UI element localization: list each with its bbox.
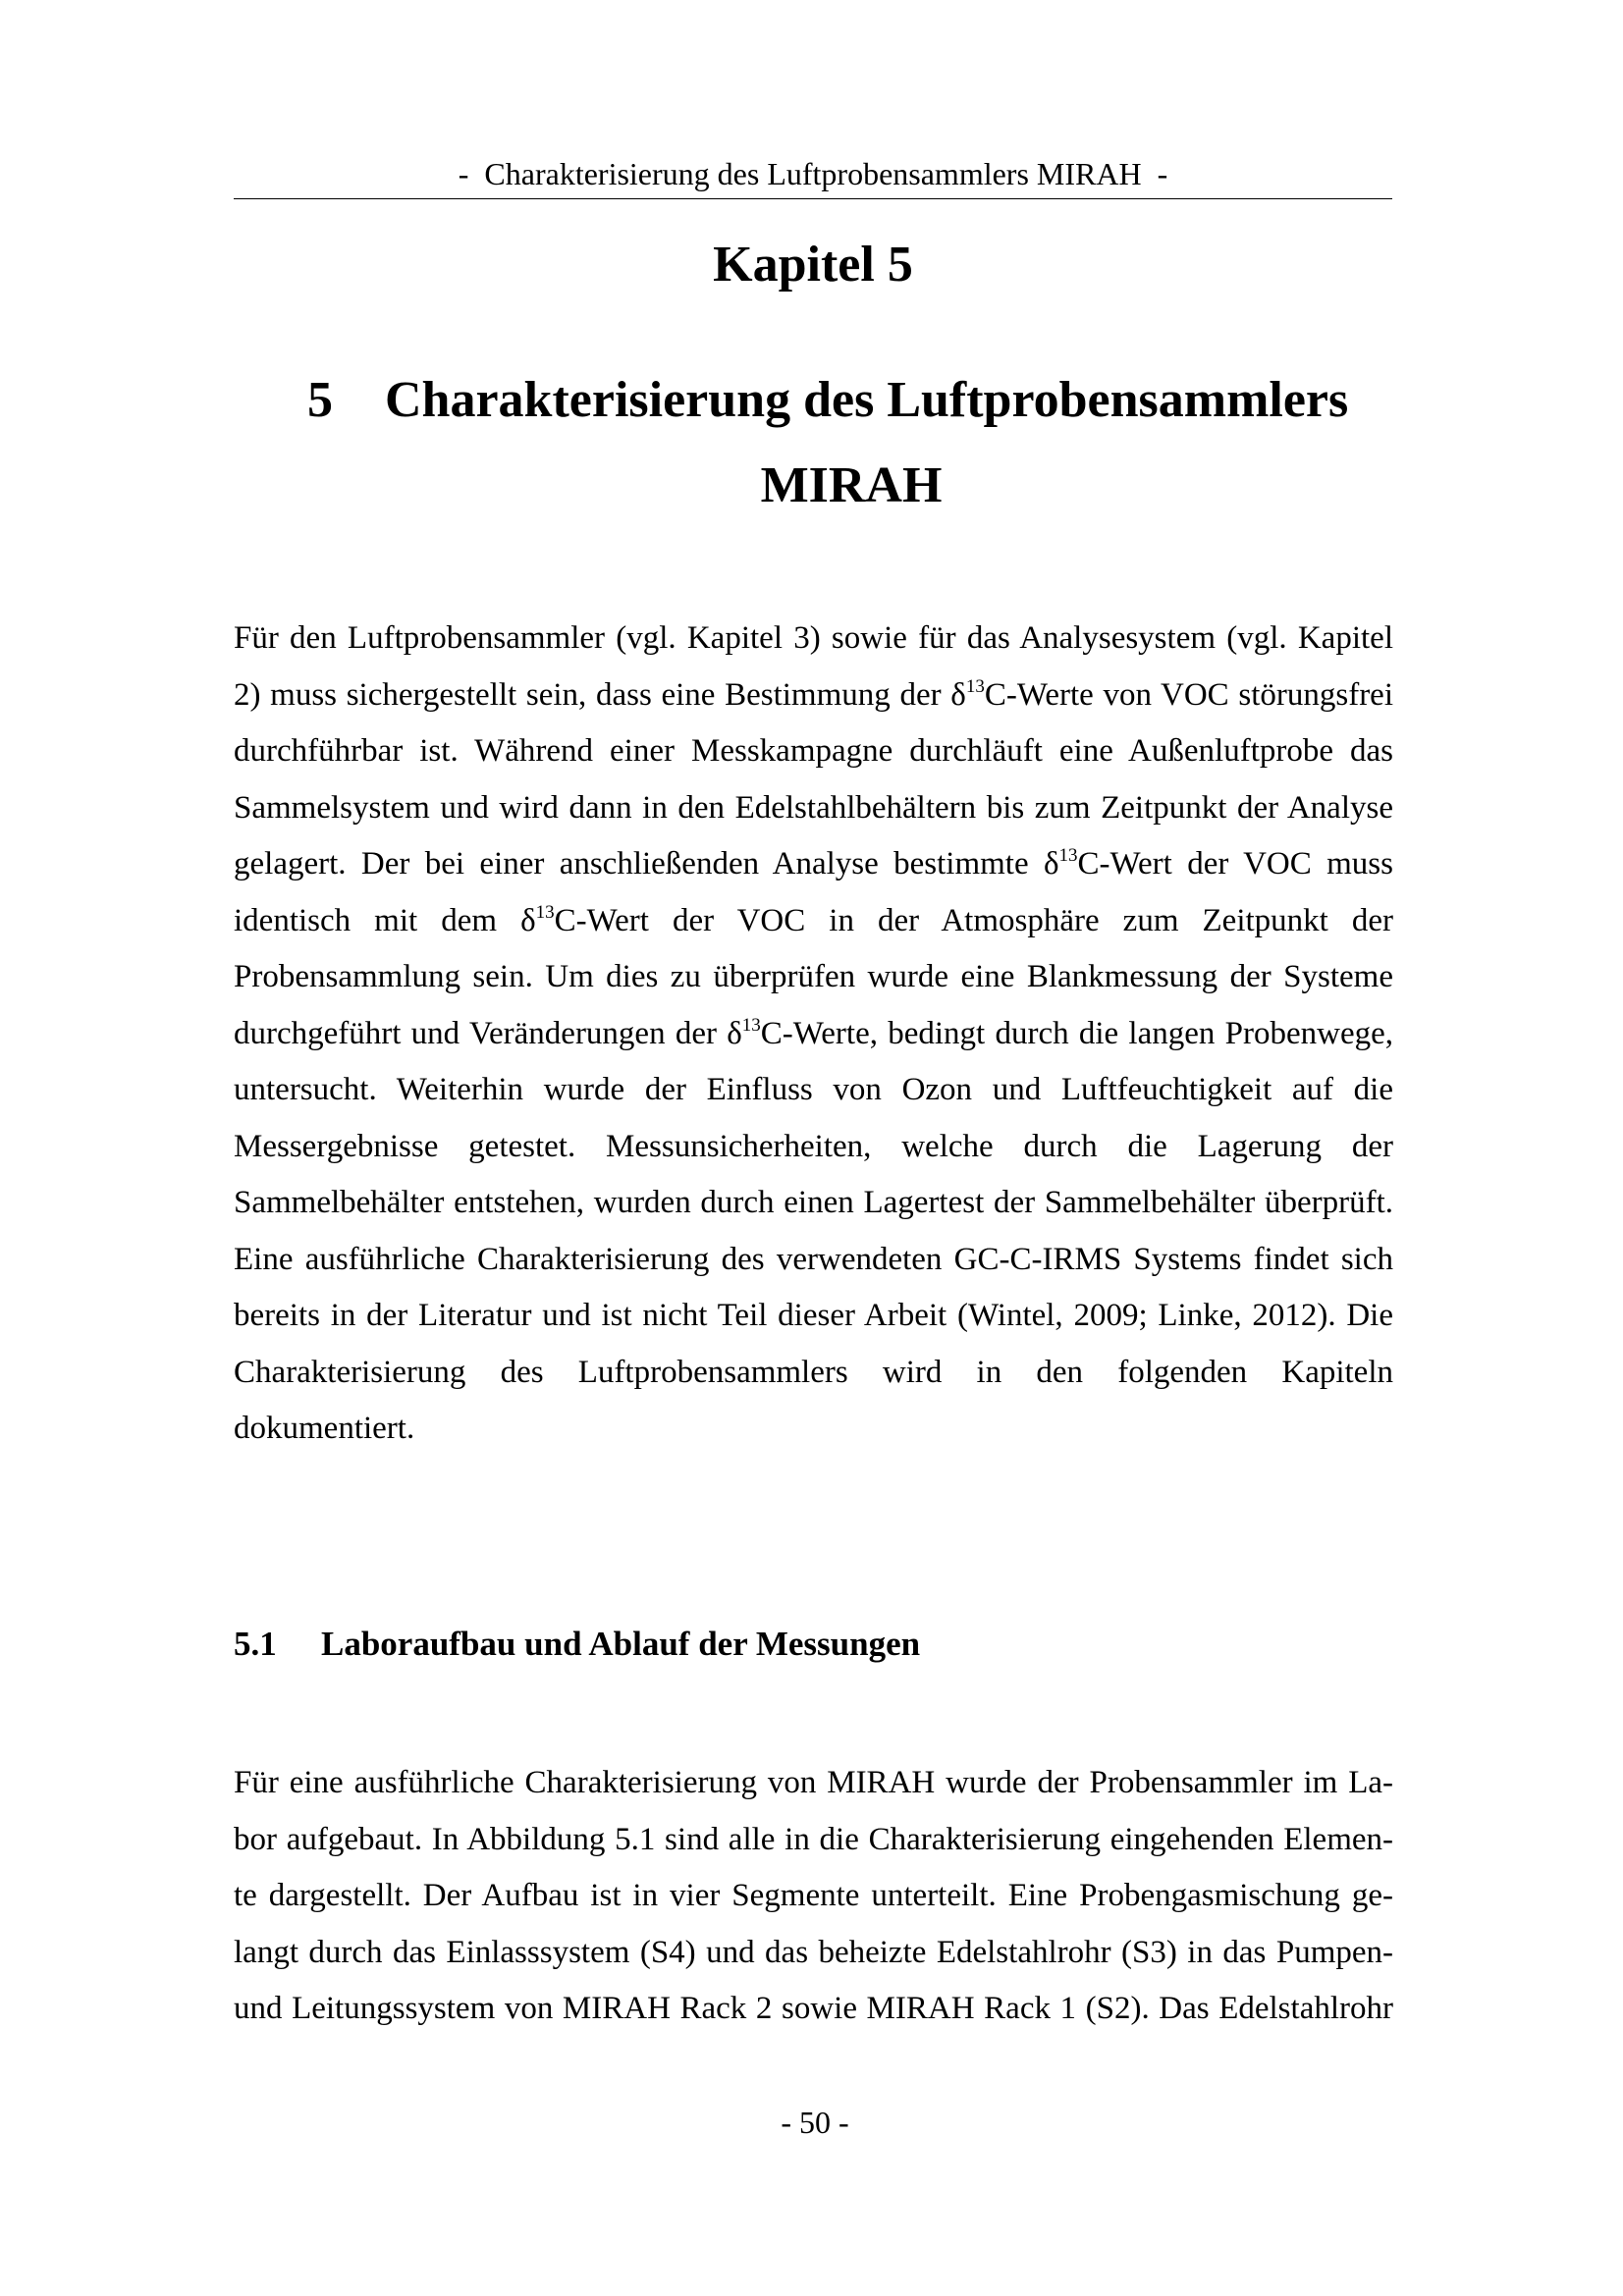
running-header: - Charakterisierung des Luftprobensammlers MIRAH - xyxy=(458,156,1168,191)
chapter-number: 5 xyxy=(307,372,333,428)
superscript: 13 xyxy=(741,1014,761,1036)
text-run: identisch mit dem δ xyxy=(234,902,536,938)
text-run: Für den Luftprobensammler (vgl. Kapitel 3) sowie für das Analysesystem (vgl. Kapitel xyxy=(234,620,1393,656)
chapter-title-line: MIRAH xyxy=(760,457,943,513)
text-line xyxy=(234,1006,1393,1063)
text-run: durchgeführt und Veränderungen der δ xyxy=(234,1015,742,1051)
text-line xyxy=(234,1401,1393,1458)
text-run: Sammelsystem und wird dann in den Edelstahlbehältern bis zum Zeitpunkt der Analyse xyxy=(234,789,1393,826)
text-run: Probensammlung sein. Um dies zu überprüfen wurde eine Blankmessung der Systeme xyxy=(234,959,1393,994)
text-run: te dargestellt. Der Aufbau ist in vier Segmente unterteilt. Eine Probengasmischung ge- xyxy=(234,1878,1393,1913)
header-rule xyxy=(234,198,1392,199)
page-number: - 50 - xyxy=(781,2105,849,2140)
text-run: C-Wert der VOC muss xyxy=(1077,846,1393,881)
text-line xyxy=(234,1232,1393,1289)
text-run: bor aufgebaut. In Abbildung 5.1 sind alle in die Charakterisierung eingehenden Elemen- xyxy=(234,1821,1393,1857)
text-run: 2) muss sichergestellt sein, dass eine Bestimmung der δ xyxy=(234,676,966,713)
superscript: 13 xyxy=(1058,845,1078,866)
text-line xyxy=(234,836,1393,893)
text-line xyxy=(234,1868,1393,1925)
text-run: untersucht. Weiterhin wurde der Einfluss von Ozon und Luftfeuchtigkeit auf die xyxy=(234,1072,1393,1107)
text-line xyxy=(234,1119,1393,1176)
text-line xyxy=(234,723,1393,780)
text-line xyxy=(234,1755,1393,1812)
paragraph-intro xyxy=(234,611,1393,1458)
text-line xyxy=(234,1812,1393,1869)
text-run: langt durch das Einlasssystem (S4) und das beheizte Edelstahlrohr (S3) in das Pumpen- xyxy=(234,1934,1393,1970)
text-run: Sammelbehälter entstehen, wurden durch einen Lagertest der Sammelbehälter überprüft. xyxy=(234,1185,1393,1220)
text-line xyxy=(234,1175,1393,1232)
text-run: gelagert. Der bei einer anschließenden Analyse bestimmte δ xyxy=(234,846,1059,881)
superscript: 13 xyxy=(535,901,555,923)
section-heading xyxy=(234,1623,920,1666)
text-run: bereits in der Literatur und ist nicht Teil dieser Arbeit (Wintel, 2009; Linke, 2012). Die xyxy=(234,1298,1393,1333)
text-run: C-Werte von VOC störungsfrei xyxy=(984,676,1394,713)
text-run: und Leitungssystem von MIRAH Rack 2 sowie MIRAH Rack 1 (S2). Das Edelstahlrohr xyxy=(234,1991,1393,2026)
text-line xyxy=(234,667,1393,724)
text-run: C-Werte, bedingt durch die langen Probenwege, xyxy=(760,1015,1394,1051)
text-line xyxy=(234,893,1393,950)
chapter-label: Kapitel 5 xyxy=(713,237,913,293)
text-run: durchführbar ist. Während einer Messkampagne durchläuft eine Außenluftprobe das xyxy=(234,733,1393,769)
chapter-title xyxy=(385,357,1349,528)
text-line xyxy=(234,611,1393,667)
text-run: dokumentiert. xyxy=(234,1411,415,1446)
chapter-title-line: Charakterisierung des Luftprobensammlers xyxy=(385,372,1349,428)
text-line xyxy=(234,1345,1393,1402)
section-title: Laboraufbau und Ablauf der Messungen xyxy=(321,1625,921,1663)
superscript: 13 xyxy=(965,675,985,697)
text-line xyxy=(234,1925,1393,1982)
paragraph-lab-setup xyxy=(234,1755,1393,2038)
text-run: Charakterisierung des Luftprobensammlers wird in den folgenden Kapiteln xyxy=(234,1354,1393,1390)
section-number: 5.1 xyxy=(234,1625,277,1663)
text-run: Messergebnisse getestet. Messunsicherheiten, welche durch die Lagerung der xyxy=(234,1128,1393,1164)
text-line xyxy=(234,1288,1393,1345)
text-run: Für eine ausführliche Charakterisierung von MIRAH wurde der Probensammler im La- xyxy=(234,1765,1393,1800)
text-line xyxy=(234,949,1393,1006)
text-run: Eine ausführliche Charakterisierung des verwendeten GC-C-IRMS Systems findet sich xyxy=(234,1241,1393,1277)
text-line xyxy=(234,1981,1393,2038)
text-line xyxy=(234,1062,1393,1119)
text-line xyxy=(234,780,1393,837)
text-run: C-Wert der VOC in der Atmosphäre zum Zeitpunkt der xyxy=(554,902,1394,938)
